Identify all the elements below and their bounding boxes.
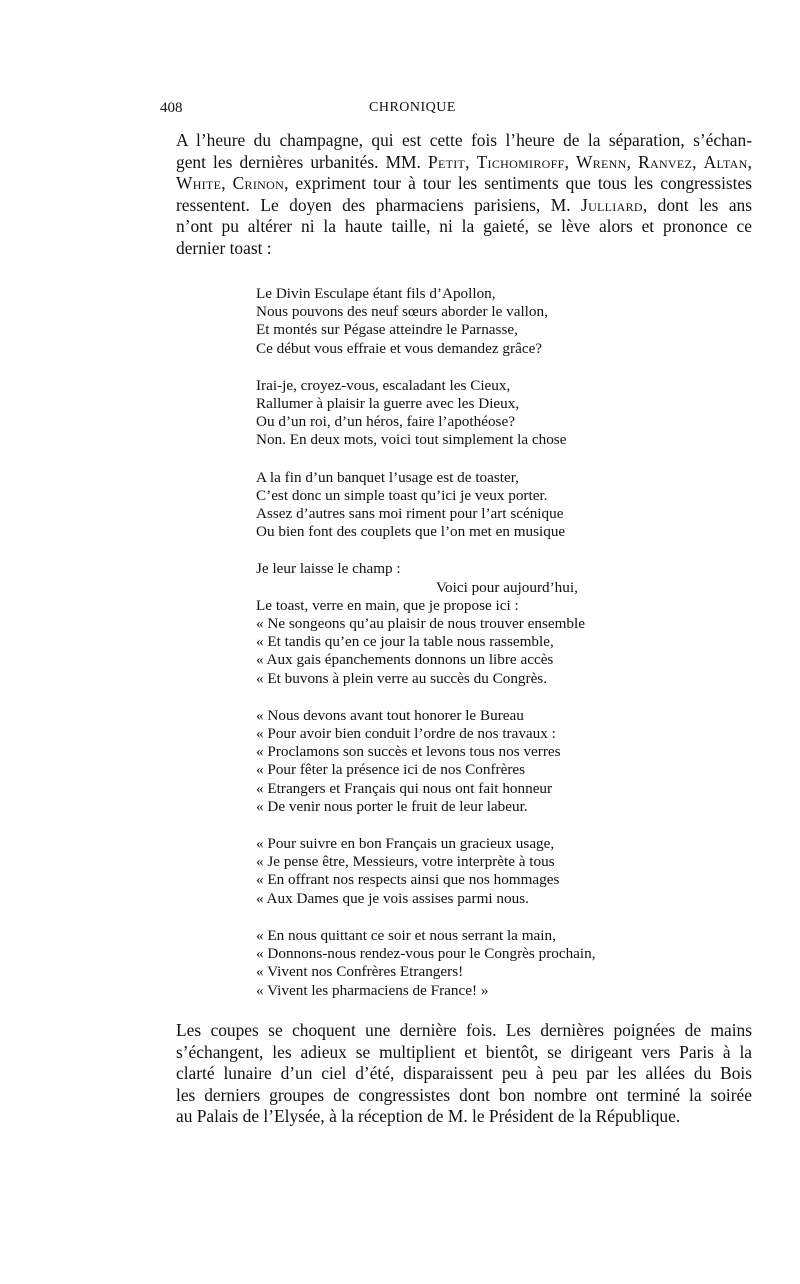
closing-line-1: Les coupes se choquent une dernière fois. Les dernières poignées de mains [176, 1020, 752, 1040]
poem-line: « Etrangers et Français qui nous ont fait honneur [256, 779, 553, 797]
poem-line: « Pour avoir bien conduit l’ordre de nos travaux : [256, 725, 556, 743]
poem-line: Je leur laisse le champ : [256, 560, 401, 578]
closing-line-5: au Palais de l’Elysée, à la réception de M. le Président de la République. [176, 1106, 681, 1126]
poem-line: Assez d’autres sans moi riment pour l’art scénique [256, 505, 564, 523]
poem-line: Ou d’un roi, d’un héros, faire l’apothéose? [256, 413, 515, 431]
poem-line: « Pour suivre en bon Français un gracieux usage, [256, 835, 555, 853]
poem-line: « Nous devons avant tout honorer le Bureau [256, 706, 524, 724]
poem-line: « Pour fêter la présence ici de nos Confrères [256, 761, 526, 779]
intro-line-3: White, Crinon, expriment tour à tour les sentiments que tous les congressistes [176, 173, 753, 193]
poem-stanza-3 [256, 469, 656, 542]
running-title: CHRONIQUE [369, 100, 456, 115]
poem-line: A la fin d’un banquet l’usage est de toaster, [256, 468, 519, 486]
intro-line-5: n’ont pu altérer ni la haute taille, ni la gaieté, se lève alors et prononce ce [176, 216, 752, 236]
poem-line: « Donnons-nous rendez-vous pour le Congrès prochain, [256, 945, 596, 963]
poem-line: « Ne songeons qu’au plaisir de nous trouver ensemble [256, 615, 585, 633]
poem-line: « Vivent les pharmaciens de France! » [256, 981, 489, 999]
poem-line: « Je pense être, Messieurs, votre interprète à tous [256, 853, 555, 871]
poem-line: Ce début vous effraie et vous demandez grâce? [256, 339, 543, 357]
intro-line-1: A l’heure du champagne, qui est cette fois l’heure de la séparation, s’échan- [176, 130, 752, 150]
poem-stanza-4 [256, 560, 656, 687]
poem-stanza-7 [256, 927, 656, 1000]
poem-stanza-2 [256, 377, 656, 450]
poem-line: Et montés sur Pégase atteindre le Parnasse, [256, 321, 518, 339]
name-tichomiroff: Tichomiroff [476, 151, 565, 172]
poem-stanza-5 [256, 707, 656, 816]
name-altan: Altan [703, 151, 748, 172]
poem-stanza-1 [256, 285, 656, 358]
poem-line: « En nous quittant ce soir et nous serrant la main, [256, 926, 556, 944]
name-white: White [176, 173, 222, 193]
poem-stanza-6 [256, 835, 656, 908]
toast-poem [256, 285, 656, 1019]
poem-line: Irai-je, croyez-vous, escaladant les Cieux, [256, 376, 511, 394]
closing-line-3: clarté lunaire d’un ciel d’été, disparaissent peu à peu par les allées du Bois [176, 1063, 752, 1083]
name-julliard: Julliard [581, 194, 643, 215]
poem-line: Voici pour aujourd’hui, [436, 578, 578, 596]
closing-paragraph [158, 1020, 752, 1128]
poem-line: Ou bien font des couplets que l’on met en musique [256, 523, 566, 541]
intro-line-4: ressentent. Le doyen des pharmaciens parisiens, M. Julliard, dont les ans [176, 194, 752, 215]
closing-line-4: les derniers groupes de congressistes dont bon nombre ont terminé la soirée [176, 1084, 752, 1105]
poem-line: « Aux Dames que je vois assises parmi nous. [256, 889, 529, 907]
name-petit: Petit [427, 151, 466, 172]
poem-line: « Et tandis qu’en ce jour la table nous rassemble, [256, 633, 554, 651]
poem-line: « Proclamons son succès et levons tous nos verres [256, 743, 561, 761]
poem-line: « Vivent nos Confrères Etrangers! [256, 963, 464, 981]
intro-line-2: gent les dernières urbanités. MM. Petit, Tichomiroff, Wrenn, Ranvez, Altan, [176, 151, 752, 172]
name-crinon: Crinon [232, 173, 285, 193]
poem-line: Non. En deux mots, voici tout simplement la chose [256, 431, 567, 449]
poem-line: « Aux gais épanchements donnons un libre accès [256, 651, 554, 669]
poem-line: « En offrant nos respects ainsi que nos hommages [256, 871, 560, 889]
intro-paragraph [158, 130, 752, 259]
poem-line: « De venir nous porter le fruit de leur labeur. [256, 797, 528, 815]
page-header [160, 100, 665, 122]
intro-line-6: dernier toast : [176, 237, 272, 258]
poem-line: Rallumer à plaisir la guerre avec les Dieux, [256, 395, 520, 413]
poem-line: Nous pouvons des neuf sœurs aborder le vallon, [256, 303, 548, 321]
poem-line: C’est donc un simple toast qu’ici je veux porter. [256, 486, 548, 504]
poem-line: « Et buvons à plein verre au succès du Congrès. [256, 669, 548, 687]
name-ranvez: Ranvez [638, 151, 693, 172]
name-wrenn: Wrenn [576, 151, 627, 172]
page-number: 408 [160, 100, 183, 116]
poem-line: Le toast, verre en main, que je propose ici : [256, 596, 519, 614]
closing-line-2: s’échangent, les adieux se multiplient et bientôt, se dirigeant vers Paris à la [176, 1041, 752, 1062]
poem-line: Le Divin Esculape étant fils d’Apollon, [256, 285, 496, 302]
